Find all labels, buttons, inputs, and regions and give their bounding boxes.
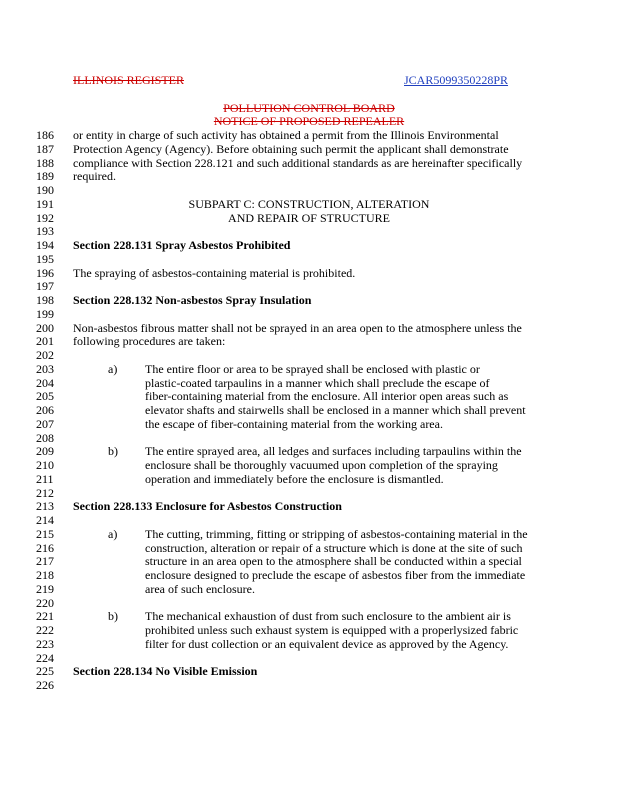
- list-item-text: filter for dust collection or an equivalent device as approved by the Agency.: [145, 636, 509, 651]
- line-number: 190: [36, 183, 54, 197]
- agency-title: POLLUTION CONTROL BOARD: [223, 101, 395, 115]
- list-item-text: enclosure designed to preclude the escape of asbestos fiber from the immediate: [145, 568, 526, 582]
- list-item-text: structure in an area open to the atmosphere shall be conducted within a special: [145, 554, 522, 569]
- body-line: compliance with Section 228.121 and such additional standards as are hereinafter specifically: [73, 155, 523, 170]
- line-number: 204: [36, 375, 54, 390]
- line-number: 197: [36, 279, 54, 294]
- line-number: 191: [36, 196, 54, 211]
- line-number: 219: [36, 581, 54, 596]
- body-line: Non-asbestos fibrous matter shall not be sprayed in an area open to the atmosphere unless the: [73, 320, 522, 335]
- list-item-text: enclosure shall be thoroughly vacuumed upon completion of the spraying: [145, 458, 498, 472]
- subpart-heading: AND REPAIR OF STRUCTURE: [228, 210, 390, 225]
- line-number: 213: [36, 499, 54, 514]
- line-number: 196: [36, 265, 54, 280]
- line-number: 202: [36, 348, 54, 362]
- body-line: The spraying of asbestos-containing material is prohibited.: [73, 265, 356, 280]
- line-number: 218: [36, 568, 54, 582]
- list-item-text: prohibited unless such exhaust system is equipped with a properlysized fabric: [145, 623, 519, 637]
- list-item-text: The cutting, trimming, fitting or stripping of asbestos-containing material in the: [145, 526, 528, 541]
- subpart-heading: SUBPART C: CONSTRUCTION, ALTERATION: [188, 196, 430, 211]
- line-number: 211: [36, 471, 54, 486]
- list-item-text: area of such enclosure.: [145, 581, 255, 596]
- list-marker: b): [108, 444, 118, 459]
- list-item-text: construction, alteration or repair of a structure which is done at the site of such: [145, 540, 523, 555]
- line-number: 223: [36, 636, 54, 651]
- line-number: 203: [36, 361, 54, 376]
- list-item-text: the escape of fiber-containing material from the working area.: [145, 416, 443, 431]
- list-item-text: plastic-coated tarpaulins in a manner which shall preclude the escape of: [145, 375, 490, 390]
- list-marker: a): [108, 526, 118, 541]
- line-number: 207: [36, 416, 54, 431]
- line-number: 194: [36, 238, 54, 252]
- jcar-code: JCAR5099350228PR: [404, 73, 509, 87]
- section-heading: Section 228.133 Enclosure for Asbestos Construction: [73, 499, 342, 514]
- line-number: 208: [36, 430, 54, 445]
- list-item-text: fiber-containing material from the enclosure. All interior open areas such as: [145, 389, 509, 404]
- list-item-text: The mechanical exhaustion of dust from such enclosure to the ambient air is: [145, 609, 511, 624]
- line-number: 188: [36, 155, 54, 170]
- list-marker: b): [108, 609, 118, 624]
- line-number: 220: [36, 595, 54, 610]
- register-title: ILLINOIS REGISTER: [73, 73, 184, 87]
- line-number: 206: [36, 403, 54, 417]
- line-number: 225: [36, 664, 54, 679]
- line-number: 201: [36, 334, 54, 349]
- list-item-text: The entire floor or area to be sprayed shall be enclosed with plastic or: [145, 361, 480, 376]
- line-number: 215: [36, 526, 54, 541]
- line-number: 198: [36, 293, 54, 307]
- section-heading: Section 228.131 Spray Asbestos Prohibited: [73, 238, 291, 252]
- line-number: 210: [36, 458, 54, 472]
- line-number: 221: [36, 609, 54, 624]
- line-number: 186: [36, 128, 54, 142]
- line-number: 195: [36, 251, 54, 266]
- line-number: 217: [36, 554, 54, 569]
- body-line: or entity in charge of such activity has obtained a permit from the Illinois Environmental: [73, 128, 499, 142]
- line-number: 226: [36, 678, 54, 692]
- line-number: 212: [36, 485, 54, 500]
- list-item-text: The entire sprayed area, all ledges and surfaces including tarpaulins within the: [145, 444, 522, 459]
- line-number: 224: [36, 650, 54, 665]
- line-number: 189: [36, 169, 54, 184]
- line-number: 200: [36, 320, 54, 335]
- line-number: 205: [36, 389, 54, 404]
- list-item-text: elevator shafts and stairwells shall be enclosed in a manner which shall prevent: [145, 403, 526, 417]
- body-line: Protection Agency (Agency). Before obtaining such permit the applicant shall demonstrate: [73, 141, 509, 156]
- line-number: 222: [36, 623, 54, 637]
- line-number: 187: [36, 141, 54, 156]
- line-number: 209: [36, 444, 54, 459]
- line-number: 216: [36, 540, 54, 555]
- section-heading: Section 228.134 No Visible Emission: [73, 664, 258, 679]
- list-marker: a): [108, 361, 118, 376]
- line-number: 214: [36, 513, 54, 527]
- body-line: following procedures are taken:: [73, 334, 226, 349]
- line-number: 199: [36, 306, 54, 321]
- notice-title: NOTICE OF PROPOSED REPEALER: [213, 114, 405, 128]
- line-number: 193: [36, 224, 54, 239]
- line-number: 192: [36, 210, 54, 225]
- list-item-text: operation and immediately before the enclosure is dismantled.: [145, 471, 444, 486]
- section-heading: Section 228.132 Non-asbestos Spray Insulation: [73, 293, 312, 307]
- body-line: required.: [73, 169, 116, 184]
